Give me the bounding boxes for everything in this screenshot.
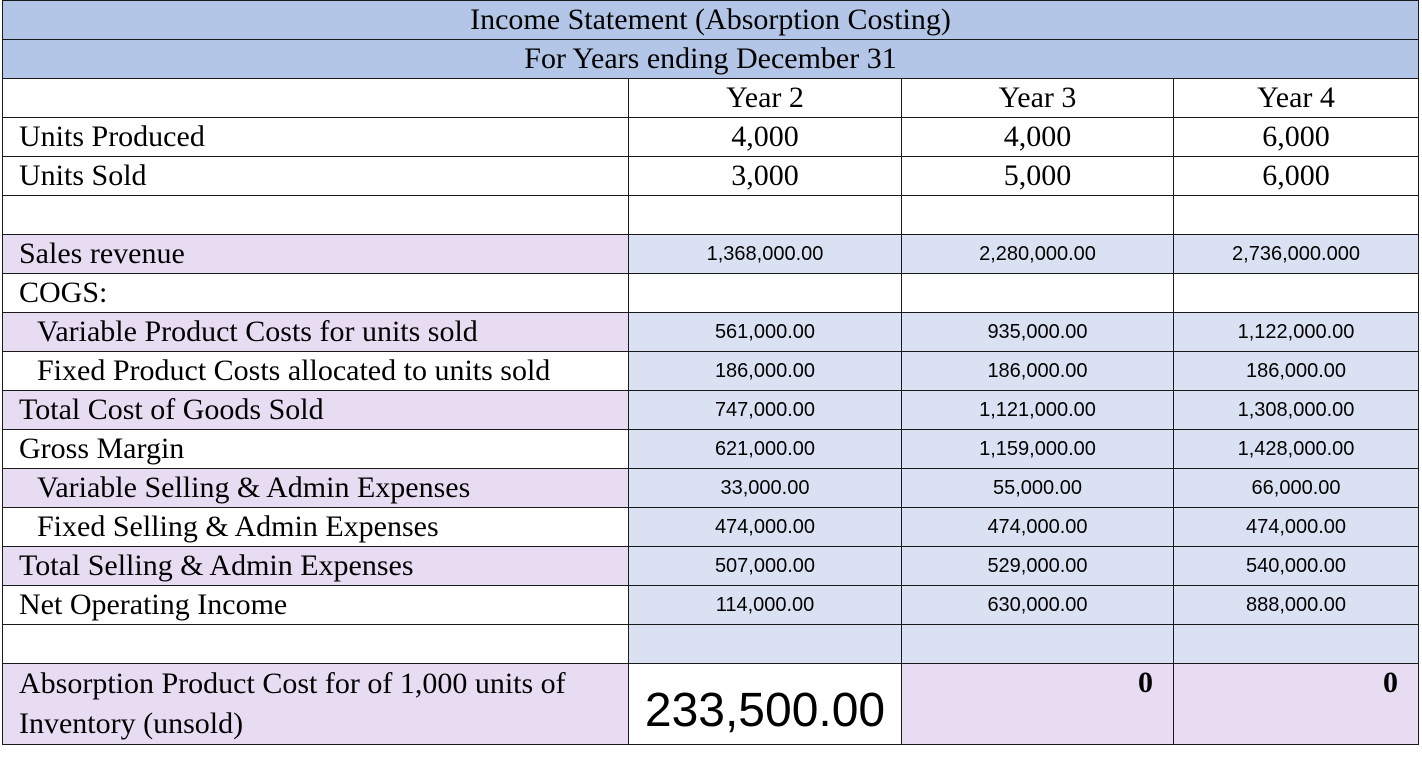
- amount-cell: 1,428,000.00: [1174, 430, 1419, 469]
- units-produced-row: [3, 118, 1419, 157]
- amount-cell: 474,000.00: [902, 508, 1174, 547]
- year-header: Year 2: [629, 79, 902, 118]
- row-label: Absorption Product Cost for of 1,000 units of Inventory (unsold): [3, 664, 629, 745]
- amount-cell: 507,000.00: [629, 547, 902, 586]
- sales-revenue-row: [3, 235, 1419, 274]
- title-row: [3, 1, 1419, 40]
- variable-product-costs-row: [3, 313, 1419, 352]
- amount-cell: 186,000.00: [902, 352, 1174, 391]
- amount-cell: 935,000.00: [902, 313, 1174, 352]
- units-value: 5,000: [902, 157, 1174, 196]
- empty-cell: [1174, 625, 1419, 664]
- row-label: Total Selling & Admin Expenses: [3, 547, 629, 586]
- amount-cell: 1,122,000.00: [1174, 313, 1419, 352]
- inventory-cost-row: [3, 664, 1419, 745]
- amount-cell: 747,000.00: [629, 391, 902, 430]
- amount-cell: 33,000.00: [629, 469, 902, 508]
- amount-cell: 540,000.00: [1174, 547, 1419, 586]
- header-blank-cell: [3, 79, 629, 118]
- row-label: Variable Product Costs for units sold: [3, 313, 629, 352]
- income-statement-table: [2, 0, 1419, 745]
- empty-cell: [902, 196, 1174, 235]
- row-label: Sales revenue: [3, 235, 629, 274]
- fixed-product-costs-row: [3, 352, 1419, 391]
- net-operating-income-row: [3, 586, 1419, 625]
- total-cogs-row: [3, 391, 1419, 430]
- inventory-cost-value: 0: [902, 664, 1174, 745]
- spacer-row: [3, 196, 1419, 235]
- empty-cell: [629, 625, 902, 664]
- row-label: Variable Selling & Admin Expenses: [3, 469, 629, 508]
- empty-cell: [902, 625, 1174, 664]
- amount-cell: 1,121,000.00: [902, 391, 1174, 430]
- amount-cell: 114,000.00: [629, 586, 902, 625]
- row-label: Fixed Product Costs allocated to units sold: [3, 352, 629, 391]
- row-label: COGS:: [3, 274, 629, 313]
- units-value: 3,000: [629, 157, 902, 196]
- inventory-cost-value: 0: [1174, 664, 1419, 745]
- empty-cell: [1174, 196, 1419, 235]
- subtitle-row: [3, 40, 1419, 79]
- units-value: 4,000: [902, 118, 1174, 157]
- variable-sga-row: [3, 469, 1419, 508]
- inventory-cost-value: 233,500.00: [629, 664, 902, 745]
- amount-cell: 186,000.00: [629, 352, 902, 391]
- cogs-heading-row: [3, 274, 1419, 313]
- empty-cell: [1174, 274, 1419, 313]
- row-label: Units Produced: [3, 118, 629, 157]
- empty-cell: [902, 274, 1174, 313]
- amount-cell: 2,280,000.00: [902, 235, 1174, 274]
- row-label: Fixed Selling & Admin Expenses: [3, 508, 629, 547]
- amount-cell: 2,736,000.000: [1174, 235, 1419, 274]
- units-sold-row: [3, 157, 1419, 196]
- amount-cell: 1,368,000.00: [629, 235, 902, 274]
- row-label: Units Sold: [3, 157, 629, 196]
- statement-title: Income Statement (Absorption Costing): [3, 1, 1419, 40]
- year-header: Year 4: [1174, 79, 1419, 118]
- row-label: Net Operating Income: [3, 586, 629, 625]
- gross-margin-row: [3, 430, 1419, 469]
- row-label: Total Cost of Goods Sold: [3, 391, 629, 430]
- amount-cell: 621,000.00: [629, 430, 902, 469]
- amount-cell: 1,308,000.00: [1174, 391, 1419, 430]
- amount-cell: 66,000.00: [1174, 469, 1419, 508]
- row-label: Gross Margin: [3, 430, 629, 469]
- amount-cell: 561,000.00: [629, 313, 902, 352]
- fixed-sga-row: [3, 508, 1419, 547]
- amount-cell: 529,000.00: [902, 547, 1174, 586]
- year-header-row: [3, 79, 1419, 118]
- statement-subtitle: For Years ending December 31: [3, 40, 1419, 79]
- year-header: Year 3: [902, 79, 1174, 118]
- amount-cell: 55,000.00: [902, 469, 1174, 508]
- units-value: 6,000: [1174, 157, 1419, 196]
- spacer-row: [3, 625, 1419, 664]
- total-sga-row: [3, 547, 1419, 586]
- amount-cell: 186,000.00: [1174, 352, 1419, 391]
- units-value: 6,000: [1174, 118, 1419, 157]
- empty-cell: [629, 196, 902, 235]
- empty-cell: [3, 196, 629, 235]
- empty-cell: [629, 274, 902, 313]
- empty-cell: [3, 625, 629, 664]
- amount-cell: 474,000.00: [629, 508, 902, 547]
- amount-cell: 1,159,000.00: [902, 430, 1174, 469]
- units-value: 4,000: [629, 118, 902, 157]
- amount-cell: 474,000.00: [1174, 508, 1419, 547]
- amount-cell: 888,000.00: [1174, 586, 1419, 625]
- amount-cell: 630,000.00: [902, 586, 1174, 625]
